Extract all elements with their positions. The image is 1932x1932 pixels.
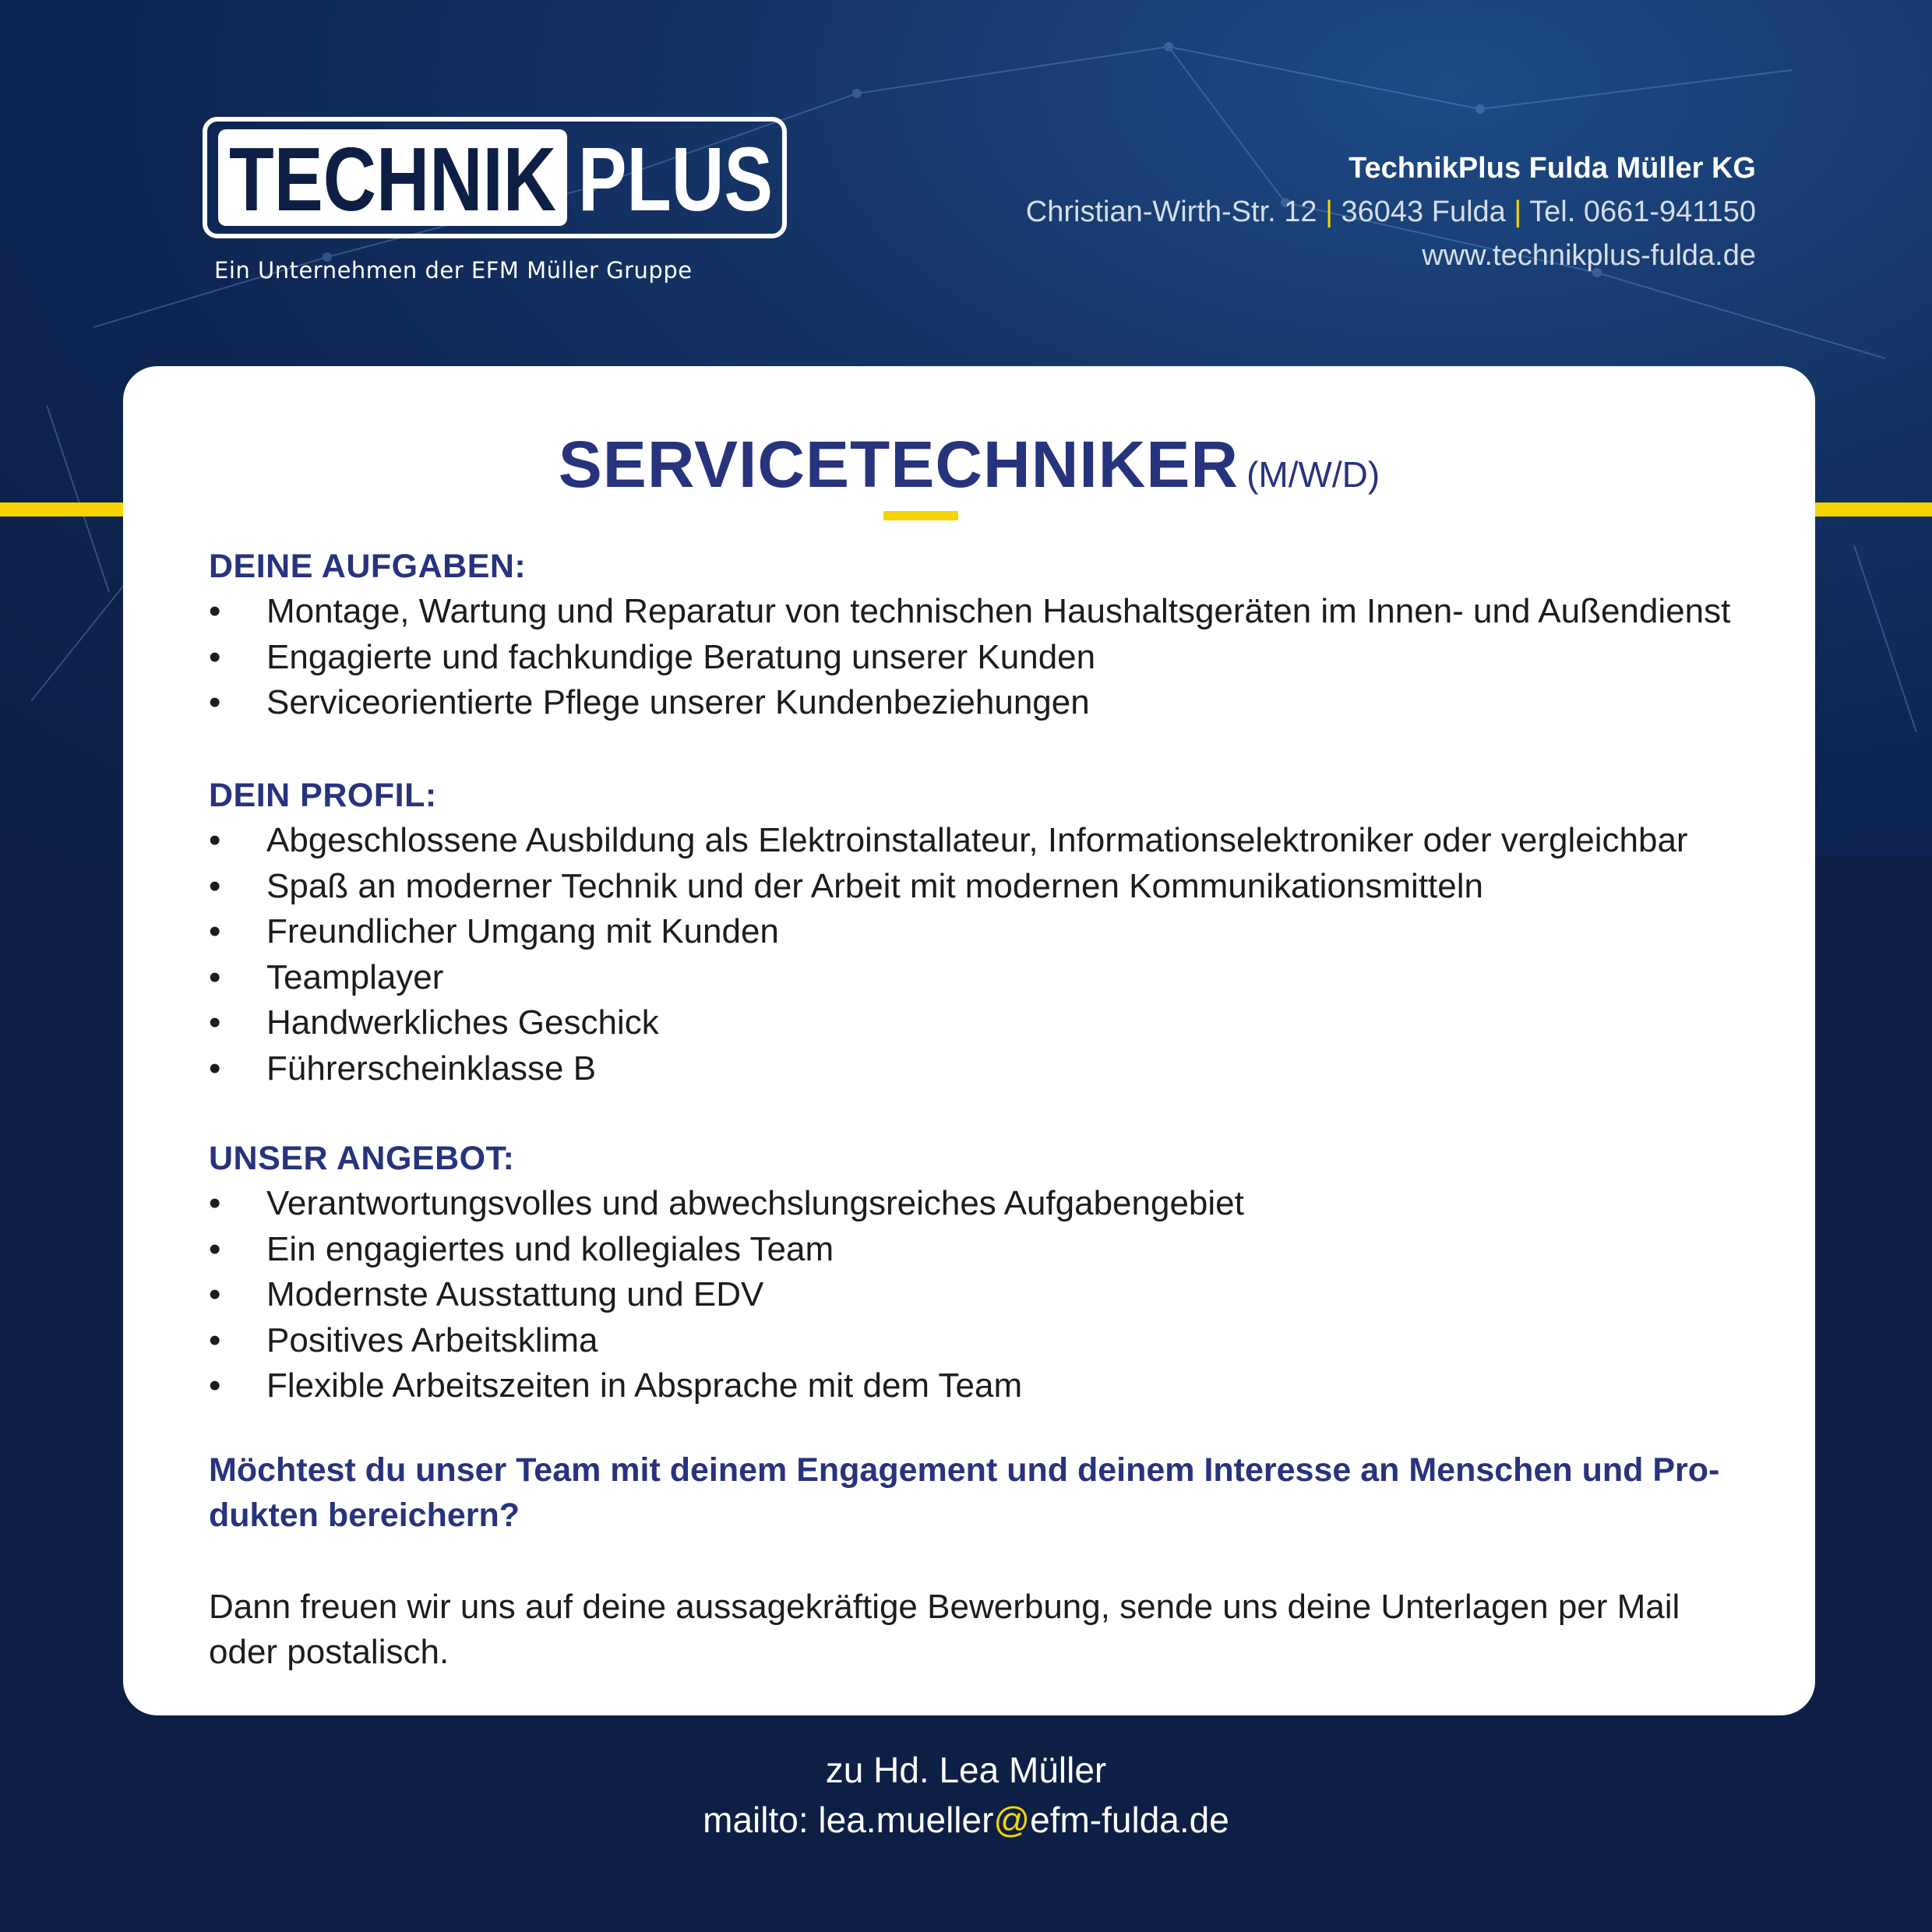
address-phone: Tel. 0661-941150 (1529, 196, 1756, 228)
logo-tagline: Ein Unternehmen der EFM Müller Gruppe (214, 257, 693, 284)
company-contact (1026, 146, 1756, 277)
section-list (209, 1181, 1767, 1409)
list-item-text: Abgeschlossene Ausbildung als Elektroinstallateur, Informationselektroniker oder vergleichbar (266, 821, 1688, 859)
section-list (209, 818, 1767, 1091)
company-website[interactable]: www.technikplus-fulda.de (1422, 239, 1756, 272)
bullet: • (209, 637, 221, 676)
list-item (209, 909, 1767, 955)
technikplus-logo (203, 117, 787, 242)
bullet: • (209, 683, 221, 721)
bullet: • (209, 592, 221, 630)
question-line: Möchtest du unser Team mit deinem Engagement und deinem Interesse an Menschen und Pro- (209, 1451, 1720, 1489)
accent-line-left (0, 502, 132, 516)
list-item (209, 1272, 1767, 1318)
section-heading: UNSER ANGEBOT: (209, 1140, 515, 1177)
list-item-text: Führerscheinklasse B (266, 1049, 597, 1088)
job-title-suffix: (M/W/D) (1246, 454, 1380, 495)
logo-word-technik: TECHNIK (229, 129, 556, 230)
section-profil (209, 773, 1767, 1091)
list-item-text: Ein engagiertes und kollegiales Team (266, 1229, 834, 1268)
list-item-text: Spaß an moderner Technik und der Arbeit mit modernen Kommunikationsmitteln (266, 866, 1483, 905)
list-item (209, 1000, 1767, 1046)
closing-text (209, 1585, 1767, 1675)
bullet: • (209, 1049, 221, 1088)
question-line: dukten bereichern? (209, 1497, 520, 1534)
bullet: • (209, 1366, 221, 1405)
section-aufgaben (209, 544, 1767, 726)
list-item (209, 864, 1767, 910)
list-item-text: Verantwortungsvolles und abwechslungsreiches Aufgabengebiet (266, 1184, 1244, 1222)
list-item-text: Flexible Arbeitszeiten in Absprache mit dem Team (266, 1366, 1023, 1405)
list-item-text: Teamplayer (266, 957, 444, 996)
footer-contact (0, 1745, 1932, 1845)
list-item (209, 955, 1767, 1001)
bullet: • (209, 1229, 221, 1268)
list-item (209, 589, 1767, 635)
bullet: • (209, 866, 221, 905)
footer-email[interactable] (0, 1795, 1932, 1845)
list-item-text: Handwerkliches Geschick (266, 1003, 659, 1042)
list-item-text: Modernste Ausstattung und EDV (266, 1275, 764, 1313)
list-item (209, 1227, 1767, 1273)
bullet: • (209, 1003, 221, 1042)
list-item (209, 1046, 1767, 1092)
list-item (209, 635, 1767, 681)
company-name: TechnikPlus Fulda Müller KG (1349, 152, 1756, 185)
list-item (209, 818, 1767, 864)
bullet: • (209, 912, 221, 950)
list-item (209, 680, 1767, 726)
accent-line-right (1807, 502, 1932, 516)
email-at-sign[interactable]: @ (993, 1800, 1031, 1840)
job-card (123, 366, 1815, 1715)
list-item-text: Positives Arbeitsklima (266, 1320, 598, 1359)
bullet: • (209, 821, 221, 859)
address-separator: | (1514, 196, 1522, 228)
address-street: Christian-Wirth-Str. 12 (1025, 196, 1317, 228)
section-angebot (209, 1136, 1767, 1409)
bullet: • (209, 1320, 221, 1359)
section-list (209, 589, 1767, 726)
company-address (1026, 190, 1756, 234)
logo-word-plus: PLUS (578, 129, 773, 230)
email-prefix[interactable]: mailto: lea.mueller (703, 1800, 994, 1840)
list-item (209, 1363, 1767, 1409)
call-to-action-question (209, 1447, 1767, 1538)
job-title: SERVICETECHNIKER (558, 428, 1239, 501)
list-item-text: Serviceorientierte Pflege unserer Kundenbeziehungen (266, 683, 1090, 721)
list-item-text: Montage, Wartung und Reparatur von technischen Haushaltsgeräten im Innen- und Außendienst (266, 592, 1731, 630)
job-title-row (123, 427, 1815, 502)
list-item (209, 1181, 1767, 1227)
list-item-text: Freundlicher Umgang mit Kunden (266, 912, 779, 950)
bullet: • (209, 957, 221, 996)
bullet: • (209, 1275, 221, 1313)
list-item (209, 1318, 1767, 1364)
list-item-text: Engagierte und fachkundige Beratung unserer Kunden (266, 637, 1096, 676)
closing-line: Dann freuen wir uns auf deine aussagekräftige Bewerbung, sende uns deine Unterlagen per Mail (209, 1588, 1680, 1626)
email-domain[interactable]: efm-fulda.de (1030, 1800, 1229, 1840)
bullet: • (209, 1184, 221, 1222)
closing-line: oder postalisch. (209, 1633, 450, 1671)
footer-attention: zu Hd. Lea Müller (825, 1750, 1107, 1790)
address-separator: | (1325, 196, 1333, 228)
section-heading: DEINE AUFGABEN: (209, 548, 527, 585)
address-city: 36043 Fulda (1341, 196, 1506, 228)
title-underline (883, 511, 958, 520)
section-heading: DEIN PROFIL: (209, 777, 437, 814)
